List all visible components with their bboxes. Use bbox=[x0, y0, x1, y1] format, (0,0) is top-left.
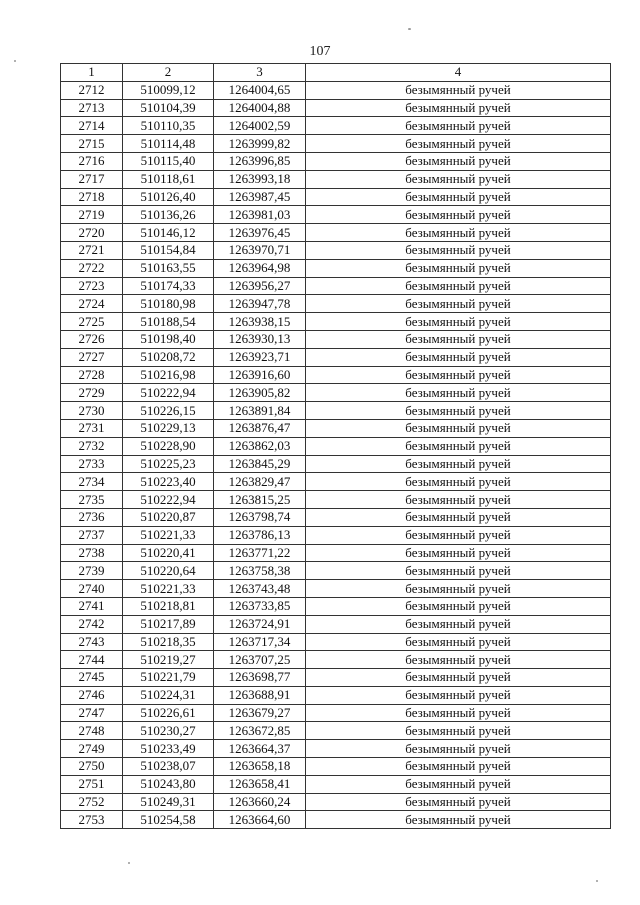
description-cell: безымянный ручей bbox=[306, 775, 611, 793]
scan-speck bbox=[596, 880, 598, 882]
y-coordinate-cell: 1263698,77 bbox=[214, 669, 306, 687]
description-cell: безымянный ручей bbox=[306, 277, 611, 295]
y-coordinate-cell: 1264004,88 bbox=[214, 99, 306, 117]
table-row bbox=[61, 384, 611, 402]
table-row bbox=[61, 597, 611, 615]
description-cell: безымянный ручей bbox=[306, 455, 611, 473]
table-row bbox=[61, 686, 611, 704]
table-header bbox=[61, 64, 611, 82]
table-row bbox=[61, 811, 611, 829]
y-coordinate-cell: 1263786,13 bbox=[214, 526, 306, 544]
x-coordinate-cell: 510174,33 bbox=[123, 277, 214, 295]
y-coordinate-cell: 1263891,84 bbox=[214, 402, 306, 420]
x-coordinate-cell: 510238,07 bbox=[123, 758, 214, 776]
table-row bbox=[61, 419, 611, 437]
x-coordinate-cell: 510228,90 bbox=[123, 437, 214, 455]
x-coordinate-cell: 510223,40 bbox=[123, 473, 214, 491]
table-row bbox=[61, 259, 611, 277]
x-coordinate-cell: 510226,61 bbox=[123, 704, 214, 722]
header-col-4: 4 bbox=[306, 64, 611, 82]
point-number-cell: 2729 bbox=[61, 384, 123, 402]
y-coordinate-cell: 1263798,74 bbox=[214, 508, 306, 526]
x-coordinate-cell: 510099,12 bbox=[123, 81, 214, 99]
point-number-cell: 2743 bbox=[61, 633, 123, 651]
description-cell: безымянный ручей bbox=[306, 686, 611, 704]
table-row bbox=[61, 651, 611, 669]
description-cell: безымянный ручей bbox=[306, 651, 611, 669]
y-coordinate-cell: 1263930,13 bbox=[214, 330, 306, 348]
x-coordinate-cell: 510222,94 bbox=[123, 491, 214, 509]
description-cell: безымянный ручей bbox=[306, 348, 611, 366]
description-cell: безымянный ручей bbox=[306, 366, 611, 384]
point-number-cell: 2720 bbox=[61, 224, 123, 242]
x-coordinate-cell: 510218,35 bbox=[123, 633, 214, 651]
description-cell: безымянный ручей bbox=[306, 615, 611, 633]
table-row bbox=[61, 152, 611, 170]
y-coordinate-cell: 1263923,71 bbox=[214, 348, 306, 366]
x-coordinate-cell: 510220,87 bbox=[123, 508, 214, 526]
point-number-cell: 2747 bbox=[61, 704, 123, 722]
y-coordinate-cell: 1263970,71 bbox=[214, 241, 306, 259]
x-coordinate-cell: 510114,48 bbox=[123, 135, 214, 153]
description-cell: безымянный ручей bbox=[306, 437, 611, 455]
table-row bbox=[61, 170, 611, 188]
point-number-cell: 2737 bbox=[61, 526, 123, 544]
table-row bbox=[61, 437, 611, 455]
y-coordinate-cell: 1263658,18 bbox=[214, 758, 306, 776]
point-number-cell: 2742 bbox=[61, 615, 123, 633]
description-cell: безымянный ручей bbox=[306, 384, 611, 402]
description-cell: безымянный ручей bbox=[306, 722, 611, 740]
x-coordinate-cell: 510220,41 bbox=[123, 544, 214, 562]
header-col-1: 1 bbox=[61, 64, 123, 82]
y-coordinate-cell: 1263658,41 bbox=[214, 775, 306, 793]
table-row bbox=[61, 117, 611, 135]
description-cell: безымянный ручей bbox=[306, 491, 611, 509]
description-cell: безымянный ручей bbox=[306, 152, 611, 170]
table-row bbox=[61, 740, 611, 758]
point-number-cell: 2715 bbox=[61, 135, 123, 153]
description-cell: безымянный ручей bbox=[306, 580, 611, 598]
table-row bbox=[61, 491, 611, 509]
description-cell: безымянный ручей bbox=[306, 597, 611, 615]
y-coordinate-cell: 1263771,22 bbox=[214, 544, 306, 562]
description-cell: безымянный ручей bbox=[306, 206, 611, 224]
point-number-cell: 2752 bbox=[61, 793, 123, 811]
y-coordinate-cell: 1263916,60 bbox=[214, 366, 306, 384]
x-coordinate-cell: 510221,33 bbox=[123, 526, 214, 544]
y-coordinate-cell: 1263996,85 bbox=[214, 152, 306, 170]
x-coordinate-cell: 510208,72 bbox=[123, 348, 214, 366]
y-coordinate-cell: 1263717,34 bbox=[214, 633, 306, 651]
table-row bbox=[61, 455, 611, 473]
point-number-cell: 2732 bbox=[61, 437, 123, 455]
table-row bbox=[61, 669, 611, 687]
x-coordinate-cell: 510110,35 bbox=[123, 117, 214, 135]
point-number-cell: 2721 bbox=[61, 241, 123, 259]
point-number-cell: 2751 bbox=[61, 775, 123, 793]
y-coordinate-cell: 1263938,15 bbox=[214, 313, 306, 331]
point-number-cell: 2739 bbox=[61, 562, 123, 580]
description-cell: безымянный ручей bbox=[306, 508, 611, 526]
x-coordinate-cell: 510188,54 bbox=[123, 313, 214, 331]
x-coordinate-cell: 510226,15 bbox=[123, 402, 214, 420]
point-number-cell: 2717 bbox=[61, 170, 123, 188]
point-number-cell: 2713 bbox=[61, 99, 123, 117]
description-cell: безымянный ручей bbox=[306, 633, 611, 651]
point-number-cell: 2748 bbox=[61, 722, 123, 740]
point-number-cell: 2749 bbox=[61, 740, 123, 758]
point-number-cell: 2730 bbox=[61, 402, 123, 420]
description-cell: безымянный ручей bbox=[306, 740, 611, 758]
y-coordinate-cell: 1263956,27 bbox=[214, 277, 306, 295]
description-cell: безымянный ручей bbox=[306, 81, 611, 99]
description-cell: безымянный ручей bbox=[306, 259, 611, 277]
x-coordinate-cell: 510217,89 bbox=[123, 615, 214, 633]
point-number-cell: 2750 bbox=[61, 758, 123, 776]
y-coordinate-cell: 1263672,85 bbox=[214, 722, 306, 740]
x-coordinate-cell: 510104,39 bbox=[123, 99, 214, 117]
table-row bbox=[61, 615, 611, 633]
y-coordinate-cell: 1263707,25 bbox=[214, 651, 306, 669]
x-coordinate-cell: 510225,23 bbox=[123, 455, 214, 473]
table-row bbox=[61, 81, 611, 99]
description-cell: безымянный ручей bbox=[306, 544, 611, 562]
x-coordinate-cell: 510198,40 bbox=[123, 330, 214, 348]
description-cell: безымянный ручей bbox=[306, 135, 611, 153]
y-coordinate-cell: 1263964,98 bbox=[214, 259, 306, 277]
point-number-cell: 2753 bbox=[61, 811, 123, 829]
table-row bbox=[61, 224, 611, 242]
x-coordinate-cell: 510230,27 bbox=[123, 722, 214, 740]
table-row bbox=[61, 313, 611, 331]
description-cell: безымянный ручей bbox=[306, 811, 611, 829]
point-number-cell: 2745 bbox=[61, 669, 123, 687]
y-coordinate-cell: 1263862,03 bbox=[214, 437, 306, 455]
header-row bbox=[61, 64, 611, 82]
table-row bbox=[61, 704, 611, 722]
x-coordinate-cell: 510220,64 bbox=[123, 562, 214, 580]
table-row bbox=[61, 366, 611, 384]
y-coordinate-cell: 1263976,45 bbox=[214, 224, 306, 242]
point-number-cell: 2734 bbox=[61, 473, 123, 491]
table-row bbox=[61, 508, 611, 526]
point-number-cell: 2736 bbox=[61, 508, 123, 526]
header-col-2: 2 bbox=[123, 64, 214, 82]
x-coordinate-cell: 510126,40 bbox=[123, 188, 214, 206]
description-cell: безымянный ручей bbox=[306, 295, 611, 313]
x-coordinate-cell: 510254,58 bbox=[123, 811, 214, 829]
y-coordinate-cell: 1263829,47 bbox=[214, 473, 306, 491]
scan-speck bbox=[128, 862, 130, 864]
x-coordinate-cell: 510243,80 bbox=[123, 775, 214, 793]
point-number-cell: 2733 bbox=[61, 455, 123, 473]
point-number-cell: 2722 bbox=[61, 259, 123, 277]
x-coordinate-cell: 510180,98 bbox=[123, 295, 214, 313]
table-row bbox=[61, 562, 611, 580]
description-cell: безымянный ручей bbox=[306, 117, 611, 135]
y-coordinate-cell: 1263905,82 bbox=[214, 384, 306, 402]
y-coordinate-cell: 1263733,85 bbox=[214, 597, 306, 615]
y-coordinate-cell: 1263947,78 bbox=[214, 295, 306, 313]
point-number-cell: 2731 bbox=[61, 419, 123, 437]
description-cell: безымянный ручей bbox=[306, 758, 611, 776]
point-number-cell: 2724 bbox=[61, 295, 123, 313]
y-coordinate-cell: 1264002,59 bbox=[214, 117, 306, 135]
y-coordinate-cell: 1264004,65 bbox=[214, 81, 306, 99]
y-coordinate-cell: 1263987,45 bbox=[214, 188, 306, 206]
point-number-cell: 2712 bbox=[61, 81, 123, 99]
point-number-cell: 2726 bbox=[61, 330, 123, 348]
y-coordinate-cell: 1263724,91 bbox=[214, 615, 306, 633]
y-coordinate-cell: 1263664,60 bbox=[214, 811, 306, 829]
table-row bbox=[61, 775, 611, 793]
table-row bbox=[61, 580, 611, 598]
x-coordinate-cell: 510154,84 bbox=[123, 241, 214, 259]
table-row bbox=[61, 633, 611, 651]
description-cell: безымянный ручей bbox=[306, 313, 611, 331]
description-cell: безымянный ручей bbox=[306, 562, 611, 580]
point-number-cell: 2744 bbox=[61, 651, 123, 669]
point-number-cell: 2719 bbox=[61, 206, 123, 224]
x-coordinate-cell: 510219,27 bbox=[123, 651, 214, 669]
point-number-cell: 2735 bbox=[61, 491, 123, 509]
page-number: 107 bbox=[309, 44, 331, 59]
description-cell: безымянный ручей bbox=[306, 99, 611, 117]
y-coordinate-cell: 1263758,38 bbox=[214, 562, 306, 580]
scan-speck bbox=[14, 60, 16, 62]
description-cell: безымянный ручей bbox=[306, 526, 611, 544]
description-cell: безымянный ручей bbox=[306, 188, 611, 206]
x-coordinate-cell: 510115,40 bbox=[123, 152, 214, 170]
x-coordinate-cell: 510221,33 bbox=[123, 580, 214, 598]
table-row bbox=[61, 793, 611, 811]
table-body bbox=[61, 81, 611, 828]
description-cell: безымянный ручей bbox=[306, 473, 611, 491]
table-row bbox=[61, 330, 611, 348]
scan-speck bbox=[408, 28, 411, 30]
x-coordinate-cell: 510222,94 bbox=[123, 384, 214, 402]
description-cell: безымянный ручей bbox=[306, 402, 611, 420]
point-number-cell: 2725 bbox=[61, 313, 123, 331]
table-row bbox=[61, 277, 611, 295]
x-coordinate-cell: 510233,49 bbox=[123, 740, 214, 758]
x-coordinate-cell: 510136,26 bbox=[123, 206, 214, 224]
y-coordinate-cell: 1263845,29 bbox=[214, 455, 306, 473]
y-coordinate-cell: 1263660,24 bbox=[214, 793, 306, 811]
x-coordinate-cell: 510229,13 bbox=[123, 419, 214, 437]
x-coordinate-cell: 510118,61 bbox=[123, 170, 214, 188]
point-number-cell: 2714 bbox=[61, 117, 123, 135]
table-row bbox=[61, 722, 611, 740]
point-number-cell: 2728 bbox=[61, 366, 123, 384]
x-coordinate-cell: 510216,98 bbox=[123, 366, 214, 384]
description-cell: безымянный ручей bbox=[306, 704, 611, 722]
description-cell: безымянный ручей bbox=[306, 330, 611, 348]
y-coordinate-cell: 1263743,48 bbox=[214, 580, 306, 598]
point-number-cell: 2718 bbox=[61, 188, 123, 206]
table-row bbox=[61, 99, 611, 117]
point-number-cell: 2727 bbox=[61, 348, 123, 366]
y-coordinate-cell: 1263815,25 bbox=[214, 491, 306, 509]
y-coordinate-cell: 1263876,47 bbox=[214, 419, 306, 437]
x-coordinate-cell: 510224,31 bbox=[123, 686, 214, 704]
description-cell: безымянный ручей bbox=[306, 419, 611, 437]
point-number-cell: 2738 bbox=[61, 544, 123, 562]
description-cell: безымянный ручей bbox=[306, 793, 611, 811]
point-number-cell: 2716 bbox=[61, 152, 123, 170]
table-row bbox=[61, 526, 611, 544]
table-row bbox=[61, 758, 611, 776]
y-coordinate-cell: 1263679,27 bbox=[214, 704, 306, 722]
y-coordinate-cell: 1263981,03 bbox=[214, 206, 306, 224]
x-coordinate-cell: 510221,79 bbox=[123, 669, 214, 687]
table-row bbox=[61, 206, 611, 224]
description-cell: безымянный ручей bbox=[306, 241, 611, 259]
description-cell: безымянный ручей bbox=[306, 224, 611, 242]
table-row bbox=[61, 402, 611, 420]
x-coordinate-cell: 510163,55 bbox=[123, 259, 214, 277]
table-row bbox=[61, 544, 611, 562]
x-coordinate-cell: 510249,31 bbox=[123, 793, 214, 811]
table-row bbox=[61, 348, 611, 366]
y-coordinate-cell: 1263688,91 bbox=[214, 686, 306, 704]
y-coordinate-cell: 1263664,37 bbox=[214, 740, 306, 758]
point-number-cell: 2746 bbox=[61, 686, 123, 704]
point-number-cell: 2741 bbox=[61, 597, 123, 615]
coordinates-table bbox=[60, 63, 611, 829]
x-coordinate-cell: 510218,81 bbox=[123, 597, 214, 615]
y-coordinate-cell: 1263993,18 bbox=[214, 170, 306, 188]
table-row bbox=[61, 188, 611, 206]
point-number-cell: 2723 bbox=[61, 277, 123, 295]
y-coordinate-cell: 1263999,82 bbox=[214, 135, 306, 153]
table-row bbox=[61, 241, 611, 259]
x-coordinate-cell: 510146,12 bbox=[123, 224, 214, 242]
table-row bbox=[61, 295, 611, 313]
description-cell: безымянный ручей bbox=[306, 669, 611, 687]
description-cell: безымянный ручей bbox=[306, 170, 611, 188]
header-col-3: 3 bbox=[214, 64, 306, 82]
point-number-cell: 2740 bbox=[61, 580, 123, 598]
table-row bbox=[61, 473, 611, 491]
table-row bbox=[61, 135, 611, 153]
